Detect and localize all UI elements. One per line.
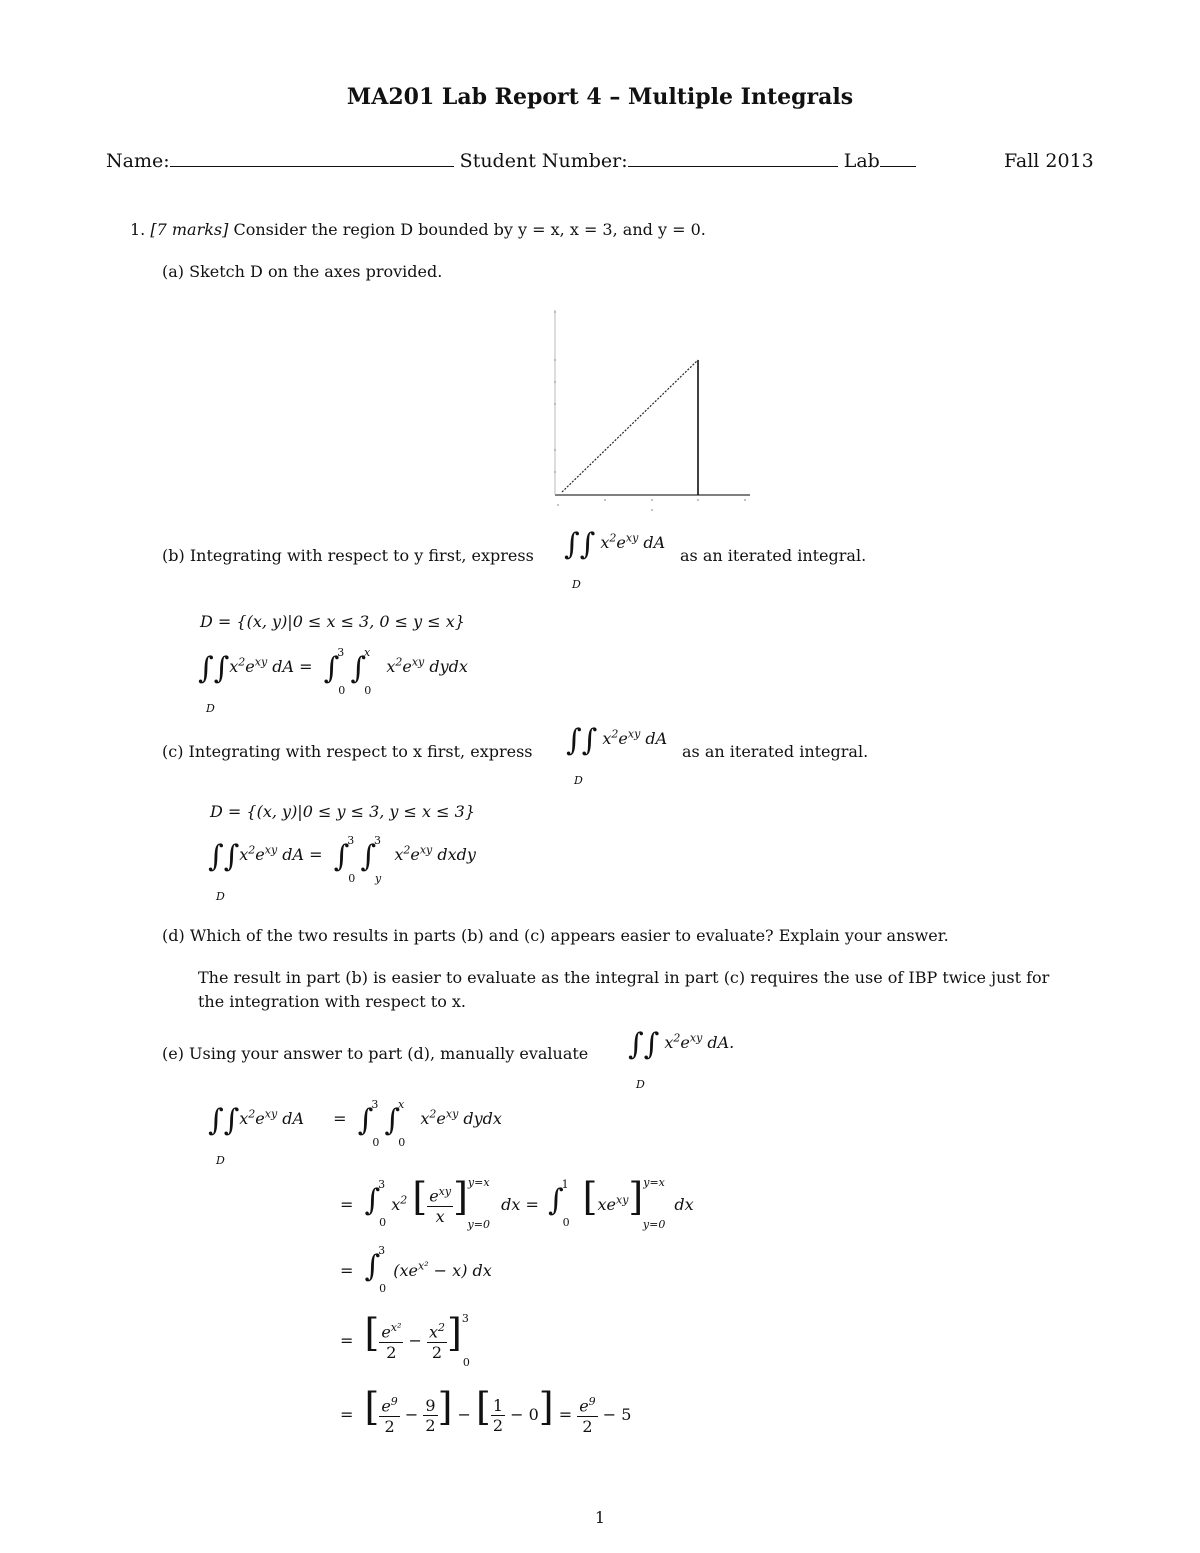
name-label: Name: [106,150,170,172]
derivation-line-1: $\int\int x^2e^{xy}$ dA = ∫$^3_0$ ∫$^x_0$ $x^2e^{xy}$ dydx D [208,1098,502,1167]
part-c-prompt-pre: Integrating with respect to x first, express [188,742,533,761]
double-integral-e: ∫∫ $x^2e^{xy}$ dA. D [628,1027,735,1091]
part-b-iterated-integral: $\int\int x^2e^{xy}$ dA = ∫$^3_0$ ∫$^x_0$ $x^2e^{xy}$ dydx D [198,646,468,715]
student-number-blank [628,165,838,167]
part-c-label: (c) [162,742,184,761]
name-blank [170,165,454,167]
line-y-equals-x [562,360,698,492]
part-d-question [162,926,949,945]
part-d-label: (d) [162,926,185,945]
page-number: 1 [594,1508,606,1527]
marks-label: [7 marks] [150,220,229,239]
name-field-row [106,150,916,172]
question-text: Consider the region D bounded by y = x, x = 3, and y = 0. [233,220,706,239]
page-title: MA201 Lab Report 4 – Multiple Integrals [346,84,854,110]
lab-blank [880,165,916,167]
part-d-answer-line1: The result in part (b) is easier to evaluate as the integral in part (c) requires the use of IBP twice just for [198,968,1050,987]
part-b-prompt [162,546,534,565]
part-c-iterated-integral: $\int\int x^2e^{xy}$ dA = ∫$^3_0$ ∫$^3_y$ $x^2e^{xy}$ dxdy D [208,834,476,903]
term-label: Fall 2013 [1004,150,1094,172]
question-number: 1. [130,220,146,239]
part-a-label: (a) [162,262,185,281]
part-b-region: D = {(x, y)|0 ≤ x ≤ 3, 0 ≤ y ≤ x} [200,612,465,631]
derivation-line-5: = [ $\frac{e^9}{2}$ − $\frac{9}{2}$ ] − [ $\frac{1}{2}$ − 0] = $\frac{e^9}{2}$ − 5 [340,1385,632,1436]
part-b-label: (b) [162,546,185,565]
double-integral-b: ∫∫ $x^2e^{xy}$ dA D [564,527,666,591]
region-sketch [540,300,760,520]
part-c-prompt-post: as an iterated integral. [682,742,869,761]
part-a [162,262,442,281]
question-1-stem [130,220,706,239]
lab-label: Lab [843,150,880,172]
derivation-line-3: = ∫$^3_0$ $(xe^{x^2} - x)$ dx [340,1244,492,1295]
part-c-region: D = {(x, y)|0 ≤ y ≤ 3, y ≤ x ≤ 3} [210,802,475,821]
part-a-text: Sketch D on the axes provided. [189,262,443,281]
part-e-text: Using your answer to part (d), manually evaluate [189,1044,589,1063]
part-e-prompt [162,1044,588,1063]
derivation-line-4: = [ $\frac{e^{x^2}}{2}$ − $\frac{x^2}{2}$ ]$^3_0$ [340,1311,470,1369]
student-number-label: Student Number: [459,150,628,172]
part-e-label: (e) [162,1044,184,1063]
part-d-text: Which of the two results in parts (b) and (c) appears easier to evaluate? Explain your answer. [189,926,949,945]
double-integral-c: ∫∫ $x^2e^{xy}$ dA D [566,723,668,787]
tick-marks [554,311,746,511]
derivation-line-2: = ∫$^3_0$ $x^2$ [ $\frac{e^{xy}}{x}$ ]$^{y=x}_{y=0}$ dx = ∫$^1_0$ $[xe^{xy}]^{y=x}_{y=0}$ dx [340,1175,694,1231]
part-c-prompt [162,742,533,761]
part-b-prompt-post: as an iterated integral. [680,546,867,565]
part-d-answer-line2: the integration with respect to x. [198,992,467,1011]
part-b-prompt-pre: Integrating with respect to y first, express [189,546,534,565]
